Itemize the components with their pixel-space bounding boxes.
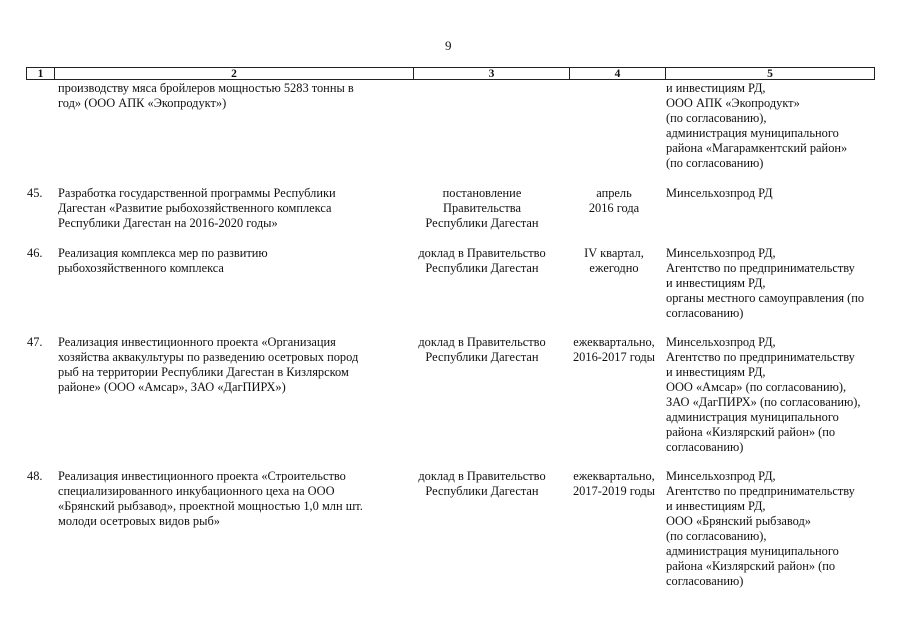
text-line: доклад в Правительство (418, 246, 546, 260)
text-line: год» (ООО АПК «Экопродукт») (58, 96, 227, 110)
text-line: и инвестициям РД, (666, 499, 766, 513)
text-line: производству мяса бройлеров мощностью 5283 тонны в (58, 81, 354, 95)
row-number: 48. (27, 469, 43, 483)
deadline (554, 186, 674, 216)
text-line: района «Магарамкентский район» (666, 141, 848, 155)
text-line: Республики Дагестан (425, 350, 539, 364)
text-line: постановление (442, 186, 522, 200)
text-line: (по согласованию), (666, 111, 767, 125)
deadline (554, 335, 674, 365)
text-line: ежеквартально, (573, 335, 655, 349)
completion-form (394, 246, 570, 276)
text-line: специализированного инкубационного цеха на ООО (58, 484, 335, 498)
text-line: рыбохозяйственного комплекса (58, 261, 224, 275)
activity-name (58, 469, 398, 529)
text-line: администрация муниципального (666, 544, 839, 558)
text-line: ООО АПК «Экопродукт» (666, 96, 800, 110)
text-line: молоди осетровых видов рыб» (58, 514, 220, 528)
text-line: Агентство по предпринимательству (666, 484, 855, 498)
text-line: рыб на территории Республики Дагестан в Кизлярском (58, 365, 349, 379)
text-line: администрация муниципального (666, 410, 839, 424)
responsible-executors (666, 81, 896, 171)
text-line: Агентство по предпринимательству (666, 350, 855, 364)
text-line: «Брянский рыбзавод», проектной мощностью 1,0 млн шт. (58, 499, 363, 513)
activity-name (58, 246, 398, 276)
text-line: Республики Дагестан (425, 216, 539, 230)
text-line: (по согласованию), (666, 529, 767, 543)
completion-form (394, 186, 570, 231)
text-line: ООО «Брянский рыбзавод» (666, 514, 811, 528)
text-line: 2016 года (588, 201, 640, 215)
text-line: ежегодно (589, 261, 639, 275)
text-line: Минсельхозпрод РД, (666, 469, 776, 483)
page-number: 9 (445, 38, 452, 53)
text-line: согласованию) (666, 440, 744, 454)
text-line: Реализация инвестиционного проекта «Строительство (58, 469, 346, 483)
responsible-executors (666, 186, 896, 201)
text-line: согласованию) (666, 574, 744, 588)
responsible-executors (666, 469, 896, 589)
text-line: доклад в Правительство (418, 469, 546, 483)
text-line: доклад в Правительство (418, 335, 546, 349)
text-line: ЗАО «ДагПИРХ» (по согласованию), (666, 395, 861, 409)
text-line: Реализация комплекса мер по развитию (58, 246, 268, 260)
text-line: района «Кизлярский район» (по (666, 425, 836, 439)
completion-form (394, 335, 570, 365)
activity-name (58, 81, 398, 111)
text-line: администрация муниципального (666, 126, 839, 140)
text-line: и инвестициям РД, (666, 81, 766, 95)
text-line: Реализация инвестиционного проекта «Организация (58, 335, 336, 349)
text-line: Минсельхозпрод РД, (666, 246, 776, 260)
table-header-row (26, 67, 875, 80)
text-line: Правительства (443, 201, 521, 215)
text-line: Республики Дагестан на 2016-2020 годы» (58, 216, 278, 230)
text-line: и инвестициям РД, (666, 276, 766, 290)
column-header-3: 3 (414, 68, 570, 79)
text-line: (по согласованию) (666, 156, 764, 170)
text-line: Республики Дагестан (425, 484, 539, 498)
deadline (554, 246, 674, 276)
text-line: апрель (596, 186, 632, 200)
column-header-4: 4 (570, 68, 666, 79)
responsible-executors (666, 246, 896, 321)
row-number: 45. (27, 186, 43, 200)
text-line: хозяйства аквакультуры по разведению осетровых пород (58, 350, 359, 364)
text-line: ООО «Амсар» (по согласованию), (666, 380, 847, 394)
text-line: районе» (ООО «Амсар», ЗАО «ДагПИРХ») (58, 380, 286, 394)
activity-name (58, 186, 398, 231)
text-line: Агентство по предпринимательству (666, 261, 855, 275)
text-line: Разработка государственной программы Республики (58, 186, 336, 200)
text-line: и инвестициям РД, (666, 365, 766, 379)
row-number: 47. (27, 335, 43, 349)
text-line: района «Кизлярский район» (по (666, 559, 836, 573)
text-line: органы местного самоуправления (по (666, 291, 865, 305)
text-line: 2017-2019 годы (572, 484, 656, 498)
text-line: Дагестан «Развитие рыбохозяйственного комплекса (58, 201, 332, 215)
deadline (554, 469, 674, 499)
text-line: ежеквартально, (573, 469, 655, 483)
column-header-1: 1 (27, 68, 55, 79)
completion-form (394, 469, 570, 499)
text-line: IV квартал, (584, 246, 644, 260)
text-line: согласованию) (666, 306, 744, 320)
column-header-2: 2 (55, 68, 414, 79)
text-line: Республики Дагестан (425, 261, 539, 275)
activity-name (58, 335, 398, 395)
responsible-executors (666, 335, 896, 455)
text-line: Минсельхозпрод РД, (666, 335, 776, 349)
row-number: 46. (27, 246, 43, 260)
column-header-5: 5 (767, 68, 773, 80)
text-line: Минсельхозпрод РД (666, 186, 773, 200)
text-line: 2016-2017 годы (572, 350, 656, 364)
